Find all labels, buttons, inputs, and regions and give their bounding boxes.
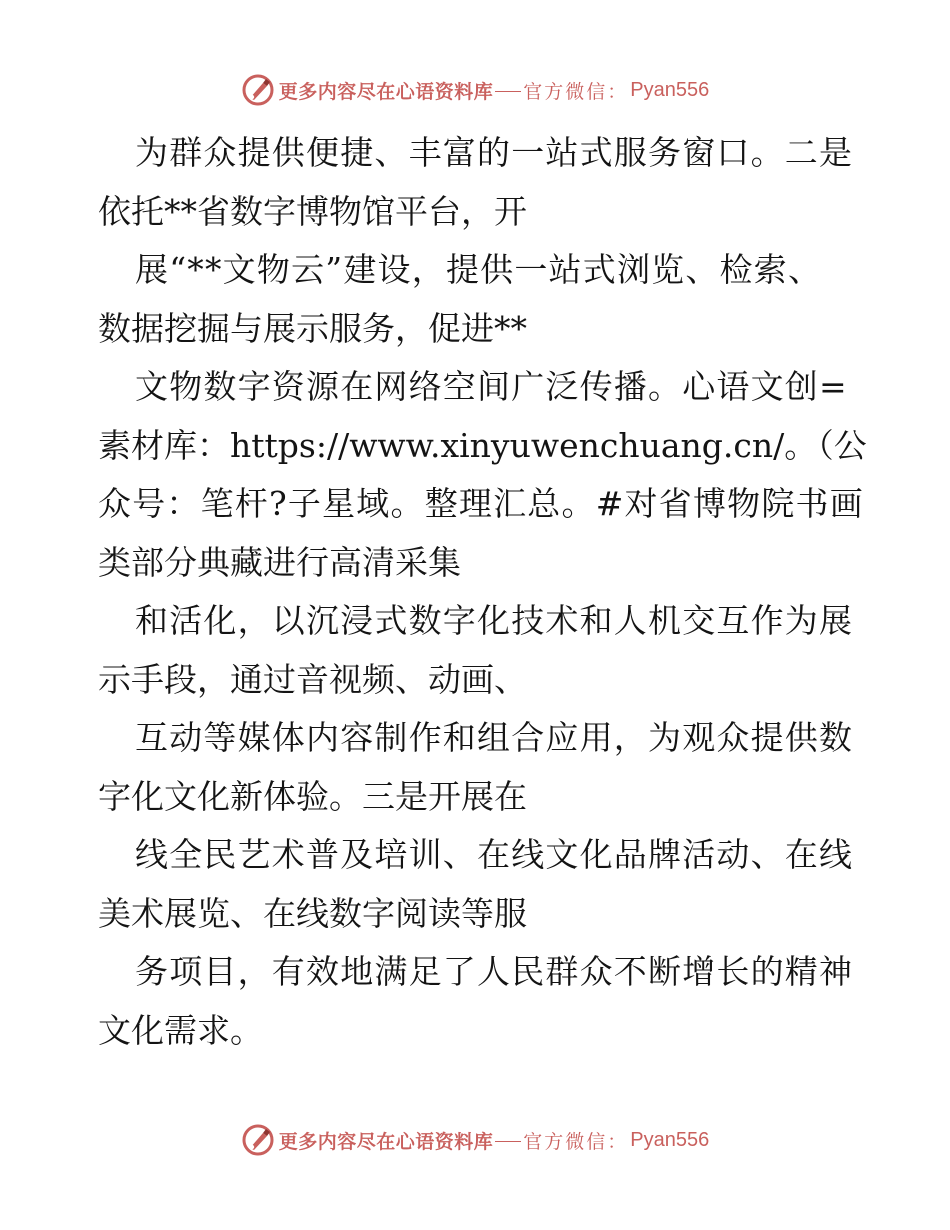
banner-wechat-id: Pyan556 (630, 1128, 710, 1151)
banner-brand-text: 更多内容尽在心语资料库 (278, 80, 494, 103)
body-line: 类部分典藏进行高清采集 (98, 542, 461, 582)
body-line: 为群众提供便捷、丰富的一站式服务窗口。二是 (135, 133, 854, 172)
pen-nib-seal-icon (241, 73, 275, 107)
banner-brand-text: 更多内容尽在心语资料库 (278, 1130, 494, 1153)
body-line: 美术展览、在线数字阅读等服 (98, 893, 527, 933)
body-line: 互动等媒体内容制作和组合应用，为观众提供数 (135, 718, 854, 757)
banner-wechat-id: Pyan556 (630, 78, 710, 101)
body-line: 素材库：https://www.xinyuwenchuang.cn/。（公 (98, 425, 867, 465)
banner-separator (495, 1141, 521, 1142)
body-line: 务项目，有效地满足了人民群众不断增长的精神 (135, 952, 854, 991)
pen-nib-seal-icon (241, 1123, 275, 1157)
body-line: 依托**省数字博物馆平台，开 (98, 191, 527, 231)
body-line: 数据挖掘与展示服务，促进** (98, 308, 527, 348)
document-body (98, 124, 867, 1060)
body-line: 文物数字资源在网络空间广泛传播。心语文创= (135, 367, 848, 406)
body-line: 展“**文物云”建设，提供一站式浏览、检索、 (135, 250, 823, 289)
header-banner (0, 70, 950, 110)
body-line: 文化需求。 (98, 1010, 263, 1050)
banner-official-label: 官方微信： (523, 1130, 629, 1153)
body-line: 线全民艺术普及培训、在线文化品牌活动、在线 (135, 835, 854, 874)
body-line: 和活化，以沉浸式数字化技术和人机交互作为展 (135, 601, 854, 640)
banner-official-label: 官方微信： (523, 80, 629, 103)
footer-banner (0, 1120, 950, 1160)
body-line: 众号：笔杆?子星域。整理汇总。#对省博物院书画 (98, 484, 864, 523)
banner-separator (495, 91, 521, 92)
body-line: 字化文化新体验。三是开展在 (98, 776, 527, 816)
body-line: 示手段，通过音视频、动画、 (98, 659, 527, 699)
